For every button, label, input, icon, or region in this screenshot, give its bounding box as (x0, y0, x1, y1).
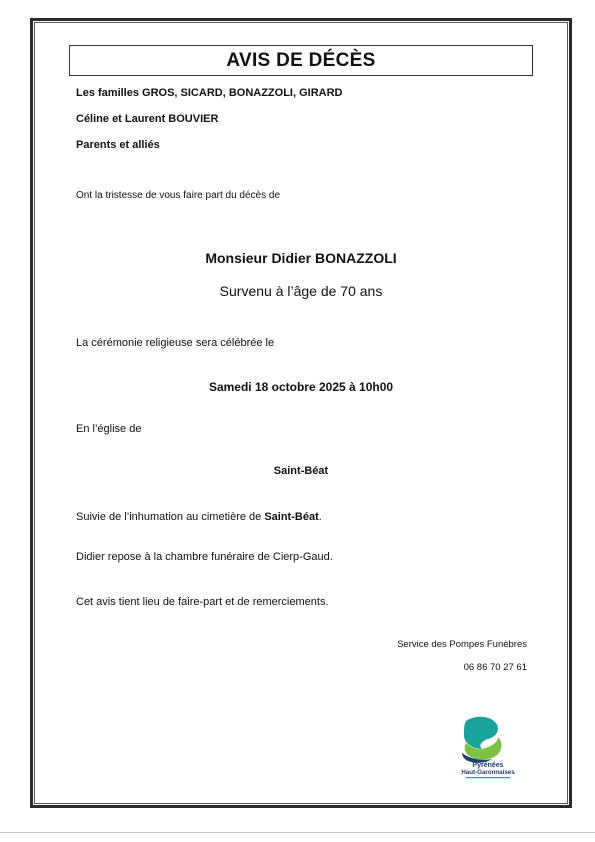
closing-line: Cet avis tient lieu de faire-part et de remerciements. (76, 596, 329, 608)
rest-place-line: Didier repose à la chambre funéraire de Cierp-Gaud. (76, 551, 333, 563)
page-bottom-divider (0, 832, 595, 833)
age-line: Survenu à l’âge de 70 ans (219, 283, 383, 299)
deceased-name: Monsieur Didier BONAZZOLI (205, 250, 397, 266)
intro-line: Ont la tristesse de vous faire part du décès de (76, 190, 280, 201)
burial-line (76, 511, 322, 523)
burial-place: Saint-Béat (264, 511, 319, 523)
relatives-line: Parents et alliés (76, 139, 160, 151)
logo-line2: Haut-Garonnaises (461, 769, 515, 776)
service-phone: 06 86 70 27 61 (463, 662, 527, 673)
ceremony-intro: La cérémonie religieuse sera célébrée le (76, 337, 275, 349)
families-line: Les familles GROS, SICARD, BONAZZOLI, GIRARD (76, 87, 343, 99)
burial-suffix: . (318, 511, 322, 523)
page-title: AVIS DE DÉCÈS (226, 49, 376, 71)
burial-prefix: Suivie de l’inhumation au cimetière de (76, 511, 265, 523)
couple-line: Céline et Laurent BOUVIER (76, 113, 219, 125)
logo-line1: Pyrénées (472, 762, 504, 769)
church-intro: En l’église de (76, 423, 142, 435)
ceremony-date: Samedi 18 octobre 2025 à 10h00 (208, 380, 394, 394)
service-name: Service des Pompes Funèbres (397, 639, 527, 650)
pyrenees-haut-garonnaises-logo-icon (452, 713, 524, 781)
title-box (69, 45, 533, 76)
church-place: Saint-Béat (273, 465, 329, 477)
